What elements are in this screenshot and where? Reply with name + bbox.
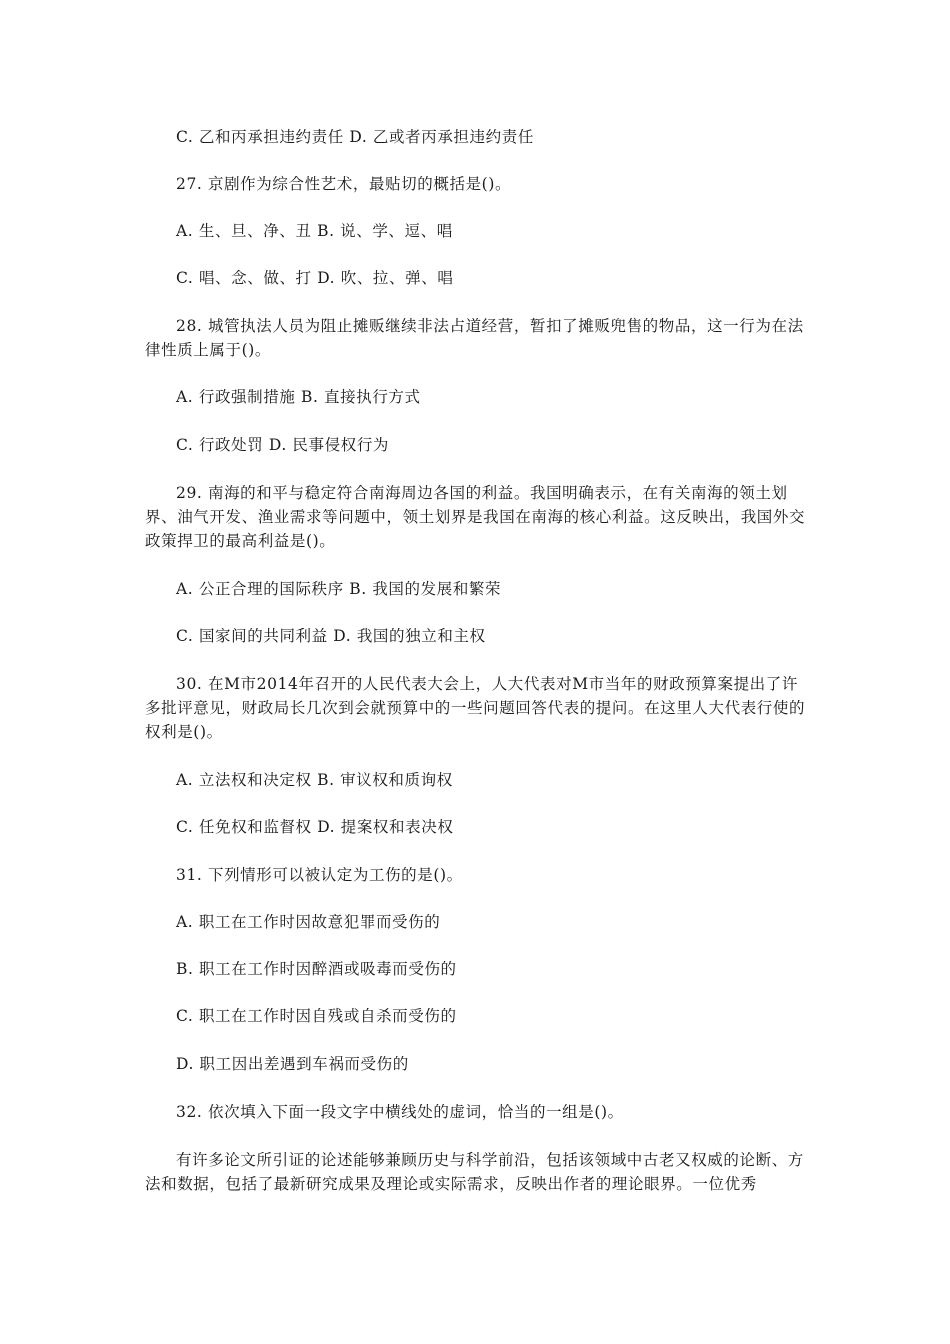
q27-stem: 27. 京剧作为综合性艺术，最贴切的概括是()。 xyxy=(176,175,512,193)
q30-options-cd: C. 任免权和监督权 D. 提案权和表决权 xyxy=(176,818,454,836)
q26-options-cd: C. 乙和丙承担违约责任 D. 乙或者丙承担违约责任 xyxy=(176,128,534,146)
q29-options-ab: A. 公正合理的国际秩序 B. 我国的发展和繁荣 xyxy=(176,580,502,598)
q31-stem: 31. 下列情形可以被认定为工伤的是()。 xyxy=(176,866,463,884)
q31-option-a: A. 职工在工作时因故意犯罪而受伤的 xyxy=(176,913,441,931)
q31-option-c: C. 职工在工作时因自残或自杀而受伤的 xyxy=(176,1007,457,1025)
q27-options-ab: A. 生、旦、净、丑 B. 说、学、逗、唱 xyxy=(176,222,453,240)
q30-stem: 30. 在M市2014年召开的人民代表大会上，人大代表对M市当年的财政预算案提出了许多批评意见，财政局长几次到会就预算中的一些问题回答代表的提问。在这里人大代表行使的权利是()。 xyxy=(145,675,806,741)
q31-option-b: B. 职工在工作时因醉酒或吸毒而受伤的 xyxy=(176,960,457,978)
q29-stem: 29. 南海的和平与稳定符合南海周边各国的利益。我国明确表示，在有关南海的领土划界、油气开发、渔业需求等问题中，领土划界是我国在南海的核心利益。这反映出，我国外交政策捍卫的最高利益是()。 xyxy=(145,484,806,550)
q31-option-d: D. 职工因出差遇到车祸而受伤的 xyxy=(176,1055,409,1073)
q27-options-cd: C. 唱、念、做、打 D. 吹、拉、弹、唱 xyxy=(176,269,454,287)
q28-options-cd: C. 行政处罚 D. 民事侵权行为 xyxy=(176,436,390,454)
q32-stem: 32. 依次填入下面一段文字中横线处的虚词，恰当的一组是()。 xyxy=(176,1103,624,1121)
q28-stem: 28. 城管执法人员为阻止摊贩继续非法占道经营，暂扣了摊贩兜售的物品，这一行为在法律性质上属于()。 xyxy=(145,317,804,359)
q30-options-ab: A. 立法权和决定权 B. 审议权和质询权 xyxy=(176,771,453,789)
q32-passage: 有许多论文所引证的论述能够兼顾历史与科学前沿，包括该领域中古老又权威的论断、方法和数据，包括了最新研究成果及理论或实际需求，反映出作者的理论眼界。一位优秀 xyxy=(145,1151,804,1193)
q29-options-cd: C. 国家间的共同利益 D. 我国的独立和主权 xyxy=(176,627,486,645)
q28-options-ab: A. 行政强制措施 B. 直接执行方式 xyxy=(176,388,421,406)
